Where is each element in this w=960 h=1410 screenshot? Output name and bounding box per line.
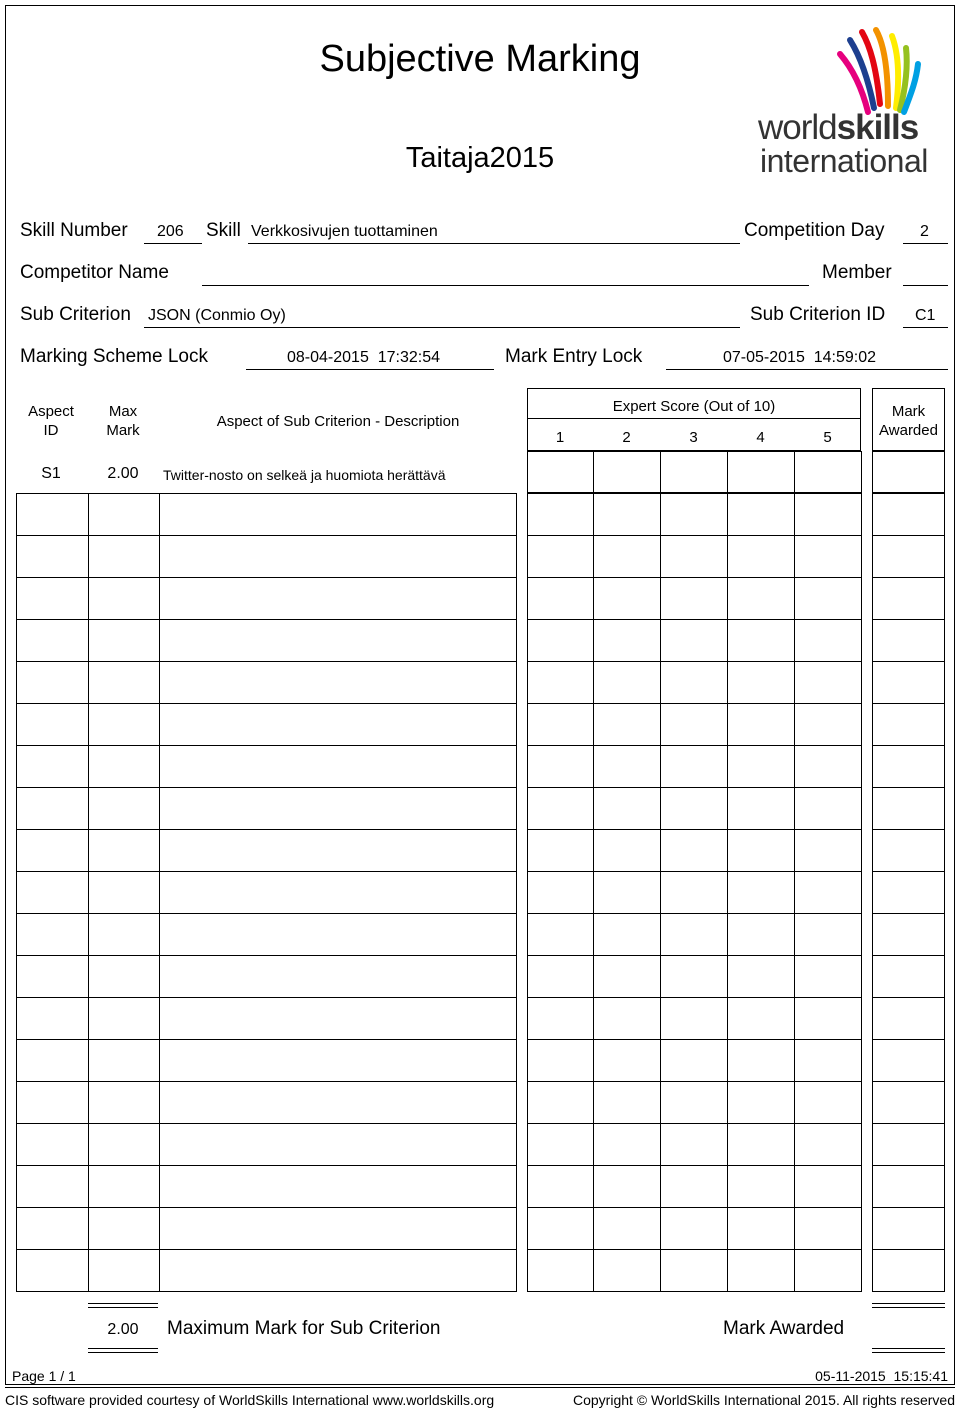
blank-row-description-cell (159, 787, 517, 830)
blank-row-description-cell (159, 535, 517, 578)
header-score-3: 3 (689, 429, 698, 446)
blank-row-score-cell (593, 871, 661, 914)
blank-row-description-cell (159, 1207, 517, 1250)
blank-row-description-cell (159, 661, 517, 704)
blank-row-score-cell (593, 1081, 661, 1124)
header-mark-awarded (872, 402, 945, 440)
header-aspect-id-line2: ID (43, 422, 59, 439)
blank-row-max-cell (88, 955, 160, 998)
blank-row-score-cell (527, 1207, 594, 1250)
blank-row-score-cell (527, 535, 594, 578)
skill-number-line (144, 243, 202, 244)
blank-row-score-cell (794, 829, 862, 872)
blank-row-aspect-cell (16, 1207, 89, 1250)
blank-row-aspect-cell (16, 997, 89, 1040)
blank-row-score-cell (593, 1039, 661, 1082)
mark-awarded-double-line-bottom (872, 1348, 945, 1353)
blank-row-aspect-cell (16, 577, 89, 620)
blank-row-score-cell (593, 1165, 661, 1208)
blank-row-score-cell (527, 955, 594, 998)
blank-row-score-cell (794, 1249, 862, 1292)
copyright-notice: Copyright © WorldSkills International 2015. All rights reserved (572, 1392, 955, 1408)
blank-row-max-cell (88, 661, 160, 704)
blank-row-aspect-cell (16, 619, 89, 662)
blank-row-aspect-cell (16, 703, 89, 746)
blank-row-description-cell (159, 493, 517, 536)
print-timestamp: 05-11-2015 15:15:41 (815, 1368, 948, 1384)
blank-row-awarded-cell (872, 535, 945, 578)
blank-row-score-cell (660, 871, 728, 914)
blank-row-score-cell (660, 1207, 728, 1250)
marking-scheme-lock-label: Marking Scheme Lock (20, 346, 208, 367)
competition-day-label: Competition Day (744, 220, 885, 241)
marking-scheme-lock-value: 08-04-2015 17:32:54 (287, 349, 441, 366)
member-label: Member (822, 262, 892, 283)
logo-wordmark-line1 (758, 110, 918, 146)
skill-name-line (248, 243, 740, 244)
blank-row-score-cell (794, 913, 862, 956)
aspect-id-s1: S1 (41, 465, 61, 482)
software-credit: CIS software provided courtesy of WorldSkills International www.worldskills.org (5, 1392, 495, 1408)
blank-row-aspect-cell (16, 787, 89, 830)
blank-row-awarded-cell (872, 661, 945, 704)
blank-row-score-cell (593, 1123, 661, 1166)
header-mark-awarded-line1: Mark (891, 403, 926, 420)
blank-row-score-cell (593, 997, 661, 1040)
blank-row-score-cell (794, 1123, 862, 1166)
blank-row-score-cell (727, 913, 795, 956)
blank-row-awarded-cell (872, 1039, 945, 1082)
blank-row-score-cell (527, 1039, 594, 1082)
blank-row-awarded-cell (872, 493, 945, 536)
event-name: Taitaja2015 (405, 142, 555, 174)
blank-row-score-cell (660, 577, 728, 620)
competitor-name-label: Competitor Name (20, 262, 169, 283)
blank-row-score-cell (727, 535, 795, 578)
blank-row-score-cell (660, 1123, 728, 1166)
blank-row-score-cell (660, 493, 728, 536)
score-cell (593, 451, 661, 493)
blank-row-score-cell (660, 829, 728, 872)
blank-row-score-cell (660, 1249, 728, 1292)
marking-scheme-lock-line (246, 369, 494, 370)
blank-row-description-cell (159, 1165, 517, 1208)
blank-row-aspect-cell (16, 829, 89, 872)
blank-row-score-cell (727, 493, 795, 536)
sub-criterion-line (144, 327, 740, 328)
header-score-4: 4 (756, 429, 765, 446)
blank-row-score-cell (527, 493, 594, 536)
blank-row-score-cell (527, 1165, 594, 1208)
blank-row-score-cell (593, 619, 661, 662)
blank-row-awarded-cell (872, 787, 945, 830)
blank-row-score-cell (794, 619, 862, 662)
blank-row-description-cell (159, 619, 517, 662)
blank-row-score-cell (660, 913, 728, 956)
header-score-5: 5 (823, 429, 832, 446)
blank-row-score-cell (527, 661, 594, 704)
blank-row-score-cell (593, 661, 661, 704)
blank-row-max-cell (88, 1123, 160, 1166)
blank-row-aspect-cell (16, 871, 89, 914)
blank-row-score-cell (593, 1249, 661, 1292)
blank-row-score-cell (593, 745, 661, 788)
logo-wordmark-line2: international (760, 143, 928, 179)
competition-day-value: 2 (920, 223, 929, 240)
blank-row-score-cell (527, 1081, 594, 1124)
max-total-value: 2.00 (107, 1321, 139, 1338)
blank-row-score-cell (660, 703, 728, 746)
page-title: Subjective Marking (319, 38, 641, 80)
blank-row-score-cell (727, 619, 795, 662)
blank-row-awarded-cell (872, 997, 945, 1040)
blank-row-max-cell (88, 745, 160, 788)
blank-row-score-cell (527, 1123, 594, 1166)
blank-row-max-cell (88, 577, 160, 620)
mark-entry-lock-label: Mark Entry Lock (505, 346, 643, 367)
blank-row-awarded-cell (872, 1123, 945, 1166)
blank-row-score-cell (527, 913, 594, 956)
blank-row-score-cell (794, 787, 862, 830)
blank-row-description-cell (159, 913, 517, 956)
blank-row-score-cell (727, 577, 795, 620)
sub-criterion-id-value: C1 (915, 307, 936, 324)
blank-row-aspect-cell (16, 535, 89, 578)
mark-awarded-double-line-top (872, 1303, 945, 1308)
blank-row-score-cell (727, 871, 795, 914)
blank-row-description-cell (159, 703, 517, 746)
header-score-1: 1 (555, 429, 565, 446)
header-max-mark-line2: Mark (106, 422, 140, 439)
blank-row-score-cell (727, 787, 795, 830)
blank-row-score-cell (593, 577, 661, 620)
blank-row-score-cell (593, 1207, 661, 1250)
blank-row-score-cell (593, 787, 661, 830)
blank-row-awarded-cell (872, 1165, 945, 1208)
blank-row-score-cell (660, 787, 728, 830)
blank-row-description-cell (159, 745, 517, 788)
blank-row-awarded-cell (872, 703, 945, 746)
blank-row-score-cell (727, 1207, 795, 1250)
blank-row-score-cell (660, 661, 728, 704)
expert-score-header-divider (527, 418, 861, 419)
logo-word-skills: skills (836, 108, 919, 147)
skill-label: Skill (206, 220, 241, 241)
blank-row-score-cell (593, 493, 661, 536)
skill-number-label: Skill Number (20, 220, 128, 241)
mark-awarded-total-label: Mark Awarded (723, 1318, 845, 1339)
blank-row-score-cell (727, 829, 795, 872)
logo-swoosh-stroke (892, 36, 898, 108)
footer-divider (5, 1387, 955, 1388)
blank-row-score-cell (593, 829, 661, 872)
blank-row-description-cell (159, 871, 517, 914)
score-cell (660, 451, 728, 493)
skill-number-value: 206 (157, 223, 184, 240)
blank-row-score-cell (794, 745, 862, 788)
blank-row-awarded-cell (872, 577, 945, 620)
max-mark-s1: 2.00 (107, 465, 139, 482)
blank-row-description-cell (159, 829, 517, 872)
blank-row-score-cell (727, 661, 795, 704)
blank-row-score-cell (660, 997, 728, 1040)
blank-row-score-cell (527, 703, 594, 746)
blank-row-description-cell (159, 1123, 517, 1166)
max-total-label: Maximum Mark for Sub Criterion (167, 1318, 441, 1339)
blank-row-awarded-cell (872, 1249, 945, 1292)
blank-row-score-cell (527, 745, 594, 788)
max-total-double-line-bottom (88, 1348, 158, 1353)
header-max-mark (88, 402, 158, 440)
blank-row-score-cell (593, 535, 661, 578)
sub-criterion-value: JSON (Conmio Oy) (148, 307, 286, 324)
blank-row-aspect-cell (16, 1081, 89, 1124)
blank-row-score-cell (794, 493, 862, 536)
blank-row-score-cell (660, 745, 728, 788)
blank-row-awarded-cell (872, 1081, 945, 1124)
blank-row-score-cell (660, 955, 728, 998)
blank-row-score-cell (660, 1165, 728, 1208)
blank-row-description-cell (159, 997, 517, 1040)
blank-row-awarded-cell (872, 913, 945, 956)
blank-row-score-cell (527, 829, 594, 872)
blank-row-score-cell (527, 997, 594, 1040)
blank-row-score-cell (794, 871, 862, 914)
page-number: Page 1 / 1 (12, 1368, 76, 1384)
score-cell (727, 451, 795, 493)
blank-row-aspect-cell (16, 1165, 89, 1208)
blank-row-awarded-cell (872, 619, 945, 662)
header-aspect-id (16, 402, 86, 440)
blank-row-score-cell (660, 1081, 728, 1124)
blank-row-score-cell (527, 787, 594, 830)
member-line (903, 285, 948, 286)
blank-row-score-cell (527, 871, 594, 914)
blank-row-score-cell (794, 997, 862, 1040)
blank-row-description-cell (159, 955, 517, 998)
blank-row-score-cell (527, 1249, 594, 1292)
logo-word-world: world (758, 108, 837, 147)
mark-awarded-cell (872, 451, 945, 493)
blank-row-max-cell (88, 703, 160, 746)
blank-row-score-cell (794, 577, 862, 620)
blank-row-aspect-cell (16, 1123, 89, 1166)
blank-row-aspect-cell (16, 1249, 89, 1292)
blank-row-aspect-cell (16, 1039, 89, 1082)
blank-row-max-cell (88, 1165, 160, 1208)
blank-row-description-cell (159, 1249, 517, 1292)
blank-row-aspect-cell (16, 745, 89, 788)
blank-row-aspect-cell (16, 493, 89, 536)
blank-row-aspect-cell (16, 913, 89, 956)
blank-row-score-cell (727, 1039, 795, 1082)
blank-row-max-cell (88, 997, 160, 1040)
competition-day-line (903, 243, 948, 244)
blank-row-max-cell (88, 619, 160, 662)
blank-row-max-cell (88, 1081, 160, 1124)
header-mark-awarded-line2: Awarded (879, 422, 938, 439)
header-score-2: 2 (622, 429, 631, 446)
blank-row-description-cell (159, 1081, 517, 1124)
blank-row-max-cell (88, 493, 160, 536)
blank-row-awarded-cell (872, 745, 945, 788)
blank-row-score-cell (727, 1249, 795, 1292)
blank-row-max-cell (88, 787, 160, 830)
sub-criterion-id-line (903, 327, 948, 328)
blank-row-max-cell (88, 871, 160, 914)
blank-row-score-cell (660, 619, 728, 662)
header-description: Aspect of Sub Criterion - Description (216, 413, 460, 430)
blank-row-awarded-cell (872, 829, 945, 872)
header-aspect-id-line1: Aspect (28, 403, 74, 420)
mark-entry-lock-line (666, 369, 948, 370)
blank-row-score-cell (660, 535, 728, 578)
blank-row-score-cell (527, 577, 594, 620)
blank-row-score-cell (727, 997, 795, 1040)
header-max-mark-line1: Max (108, 403, 138, 420)
mark-entry-lock-value: 07-05-2015 14:59:02 (723, 349, 877, 366)
max-total-double-line-top (88, 1303, 158, 1308)
description-s1: Twitter-nosto on selkeä ja huomiota herättävä (163, 467, 446, 483)
blank-row-score-cell (794, 703, 862, 746)
blank-row-score-cell (794, 1039, 862, 1082)
blank-row-score-cell (727, 1123, 795, 1166)
blank-row-max-cell (88, 1249, 160, 1292)
blank-row-score-cell (727, 1081, 795, 1124)
blank-row-max-cell (88, 829, 160, 872)
blank-row-score-cell (794, 1207, 862, 1250)
score-cell (527, 451, 594, 493)
blank-row-max-cell (88, 1039, 160, 1082)
blank-row-score-cell (593, 703, 661, 746)
sub-criterion-id-label: Sub Criterion ID (750, 304, 886, 325)
header-expert-score: Expert Score (Out of 10) (612, 398, 776, 415)
blank-row-aspect-cell (16, 661, 89, 704)
blank-row-score-cell (593, 955, 661, 998)
blank-row-aspect-cell (16, 955, 89, 998)
skill-name-value: Verkkosivujen tuottaminen (251, 223, 438, 240)
blank-row-awarded-cell (872, 871, 945, 914)
competitor-name-line (202, 285, 809, 286)
blank-row-awarded-cell (872, 1207, 945, 1250)
blank-row-score-cell (660, 1039, 728, 1082)
blank-row-score-cell (794, 1081, 862, 1124)
blank-row-description-cell (159, 1039, 517, 1082)
blank-row-score-cell (593, 913, 661, 956)
blank-row-score-cell (794, 1165, 862, 1208)
blank-row-description-cell (159, 577, 517, 620)
worldskills-international-logo (758, 26, 930, 180)
blank-row-score-cell (794, 955, 862, 998)
blank-row-score-cell (727, 745, 795, 788)
blank-row-score-cell (727, 1165, 795, 1208)
sub-criterion-label: Sub Criterion (20, 304, 131, 325)
blank-row-score-cell (727, 703, 795, 746)
score-cell (794, 451, 862, 493)
blank-row-max-cell (88, 913, 160, 956)
blank-row-awarded-cell (872, 955, 945, 998)
blank-row-score-cell (794, 535, 862, 578)
blank-row-score-cell (527, 619, 594, 662)
blank-row-score-cell (794, 661, 862, 704)
blank-row-score-cell (727, 955, 795, 998)
blank-row-max-cell (88, 1207, 160, 1250)
blank-row-max-cell (88, 535, 160, 578)
